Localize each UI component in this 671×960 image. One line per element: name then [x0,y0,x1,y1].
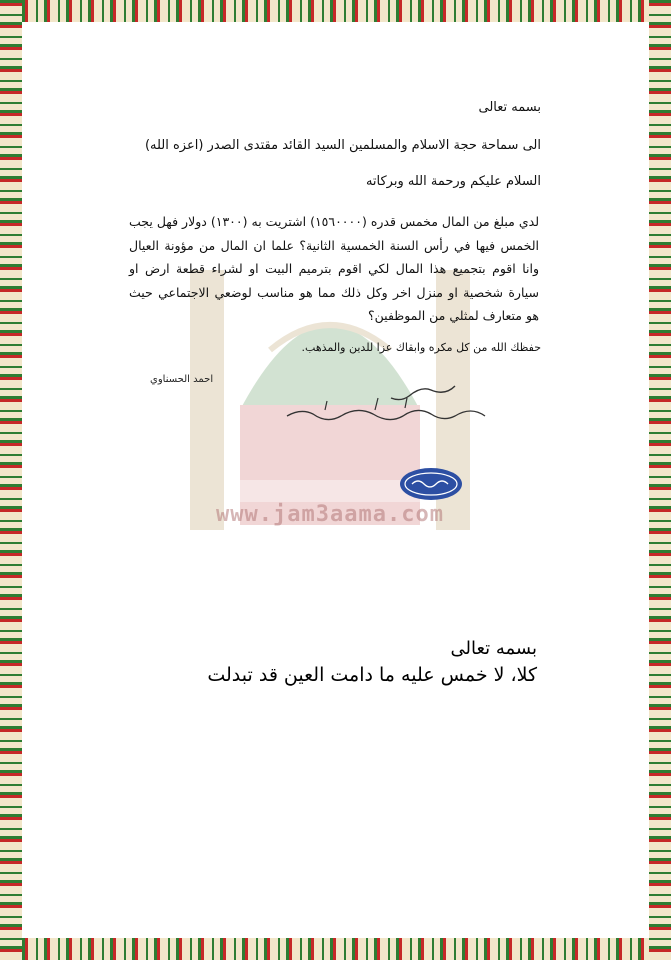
letter-greeting: السلام عليكم ورحمة الله وبركاته [365,174,541,189]
answer-basmala: بسمه تعالى [450,638,537,659]
letter-basmala: بسمه تعالى [478,100,541,115]
decorative-border-right [649,0,671,960]
sender-name: احمد الحسناوي [150,374,214,385]
seal-stamp-icon [398,466,464,502]
decorative-border-bottom [0,938,671,960]
handwritten-reply-signature [255,372,495,432]
letter-addressee: الى سماحة حجة الاسلام والمسلمين السيد القائد مقتدى الصدر (اعزه الله) [144,138,541,153]
decorative-border-left [0,0,22,960]
watermark-url: www.jam3aama.com [216,502,444,527]
letter-body: لدي مبلغ من المال مخمس قدره (١٥٦٠٠٠٠) اشتريت به (١٣٠٠) دولار فهل يجب الخمس فيها في رأس السنة الخمسية الثانية؟ علما ان المال من مؤونة العيال وانا اقوم بتجميع هذا المال لكي اقوم بترميم البيت او لشراء قطعة ارض او سيارة شخصية او منزل اخر وكل ذلك مما هو مناسب لوضعي الاجتماعي حيث هو متعارف لمثلي من الموظفين؟ [129,214,539,323]
letter-closing-prayer: حفظك الله من كل مكره وابقاك عزا للدين والمذهب. [301,341,541,354]
answer-ruling: كلا، لا خمس عليه ما دامت العين قد تبدلت [207,664,537,686]
decorative-border-top [0,0,671,22]
